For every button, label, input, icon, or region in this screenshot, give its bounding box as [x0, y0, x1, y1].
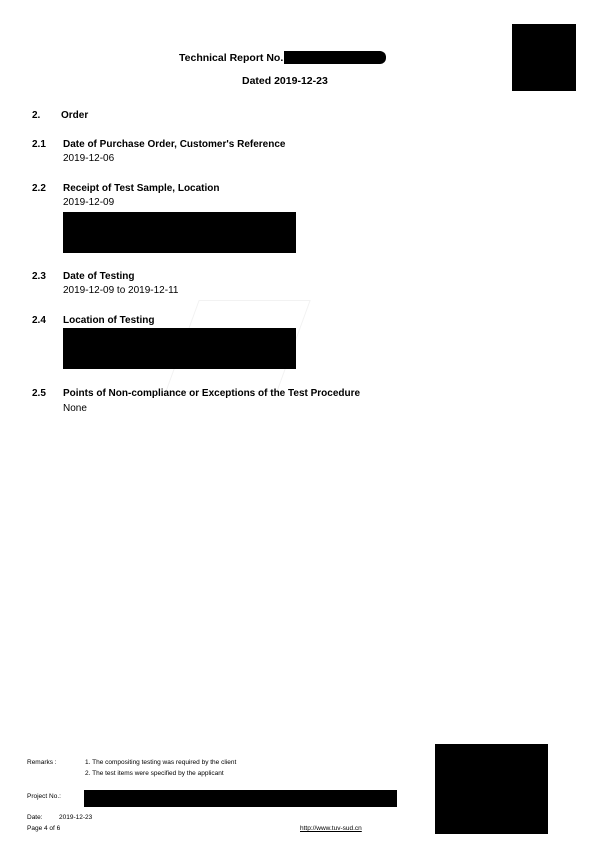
section-value: 2019-12-06	[63, 153, 115, 164]
section-title: Receipt of Test Sample, Location	[63, 183, 220, 194]
date-label: Date:	[27, 814, 43, 821]
section-title: Date of Purchase Order, Customer's Reference	[63, 139, 286, 150]
section-number: 2.2	[32, 183, 46, 194]
section-title: Location of Testing	[63, 315, 155, 326]
section-value: None	[63, 403, 87, 414]
project-label: Project No.:	[27, 793, 61, 800]
report-number-label: Technical Report No.	[179, 52, 284, 64]
section-value: 2019-12-09	[63, 197, 115, 208]
stamp-redacted	[435, 744, 548, 834]
page-number: Page 4 of 6	[27, 825, 61, 832]
section-number: 2.3	[32, 271, 46, 282]
logo-redacted	[512, 24, 576, 91]
remarks-label: Remarks :	[27, 759, 57, 766]
section-number: 2.5	[32, 388, 46, 399]
report-date: Dated 2019-12-23	[242, 75, 328, 87]
project-number-redacted	[84, 790, 397, 807]
remark-2: 2. The test items were specified by the applicant	[85, 770, 224, 777]
report-number-redacted	[284, 51, 386, 64]
order-title: Order	[61, 110, 89, 121]
section-title: Date of Testing	[63, 271, 135, 282]
section-number: 2.4	[32, 315, 46, 326]
sample-location-redacted	[63, 212, 296, 253]
remark-1: 1. The compositing testing was required by the client	[85, 759, 237, 766]
testing-location-redacted	[63, 328, 296, 369]
section-number: 2.1	[32, 139, 46, 150]
section-title: Points of Non-compliance or Exceptions of the Test Procedure	[63, 388, 361, 399]
website-link[interactable]: http://www.tuv-sud.cn	[300, 825, 362, 832]
date-value: 2019-12-23	[59, 814, 93, 821]
section-value: 2019-12-09 to 2019-12-11	[63, 285, 179, 296]
order-number: 2.	[32, 110, 41, 121]
